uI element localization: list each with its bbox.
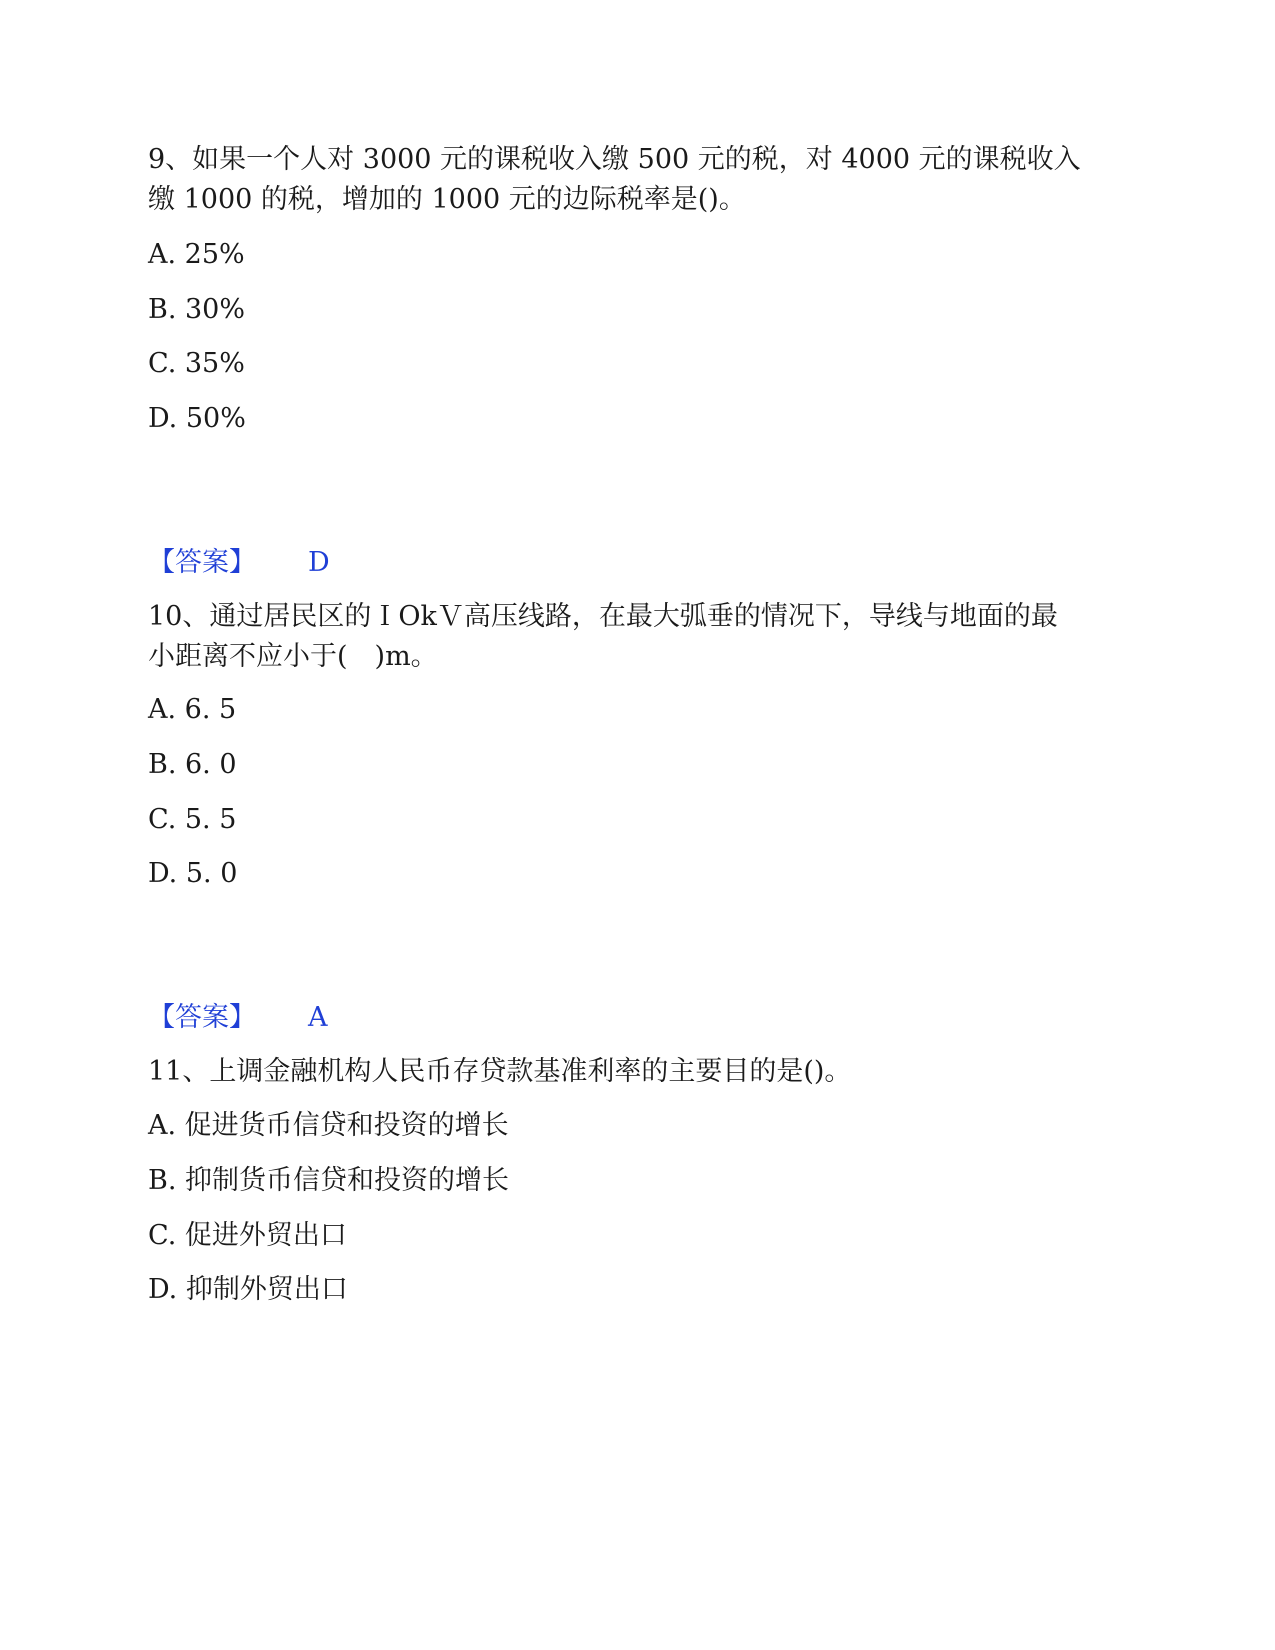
option-b: B. 6. 0 xyxy=(148,749,237,780)
option-c: C. 5. 5 xyxy=(148,804,237,835)
question-stem-line: 9、如果一个人对 3000 元的课税收入缴 500 元的税，对 4000 元的课税收入 xyxy=(148,144,1081,175)
option-c: C. 35% xyxy=(148,348,245,379)
question-stem-line: 11、上调金融机构人民币存贷款基准利率的主要目的是()。 xyxy=(148,1056,852,1087)
answer-row xyxy=(148,1001,328,1035)
option-b: B. 30% xyxy=(148,294,246,325)
question-stem-line: 缴 1000 的税，增加的 1000 元的边际税率是()。 xyxy=(148,184,746,215)
option-c: C. 促进外贸出口 xyxy=(148,1220,347,1251)
option-d: D. 5. 0 xyxy=(148,858,238,889)
option-a: A. 25% xyxy=(148,239,245,270)
answer-value: A xyxy=(308,1002,328,1033)
answer-value: D xyxy=(308,547,330,578)
option-a: A. 促进货币信贷和投资的增长 xyxy=(148,1110,509,1141)
option-b: B. 抑制货币信贷和投资的增长 xyxy=(148,1165,510,1196)
option-a: A. 6. 5 xyxy=(148,694,237,725)
answer-row xyxy=(148,546,330,580)
question-stem-line: 小距离不应小于( )m。 xyxy=(148,641,438,672)
option-d: D. 50% xyxy=(148,403,246,434)
answer-label: 【答案】 xyxy=(148,1002,256,1033)
answer-label: 【答案】 xyxy=(148,547,256,578)
option-d: D. 抑制外贸出口 xyxy=(148,1274,348,1305)
question-stem-line: 10、通过居民区的ＩOkＶ高压线路，在最大弧垂的情况下，导线与地面的最 xyxy=(148,601,1058,632)
